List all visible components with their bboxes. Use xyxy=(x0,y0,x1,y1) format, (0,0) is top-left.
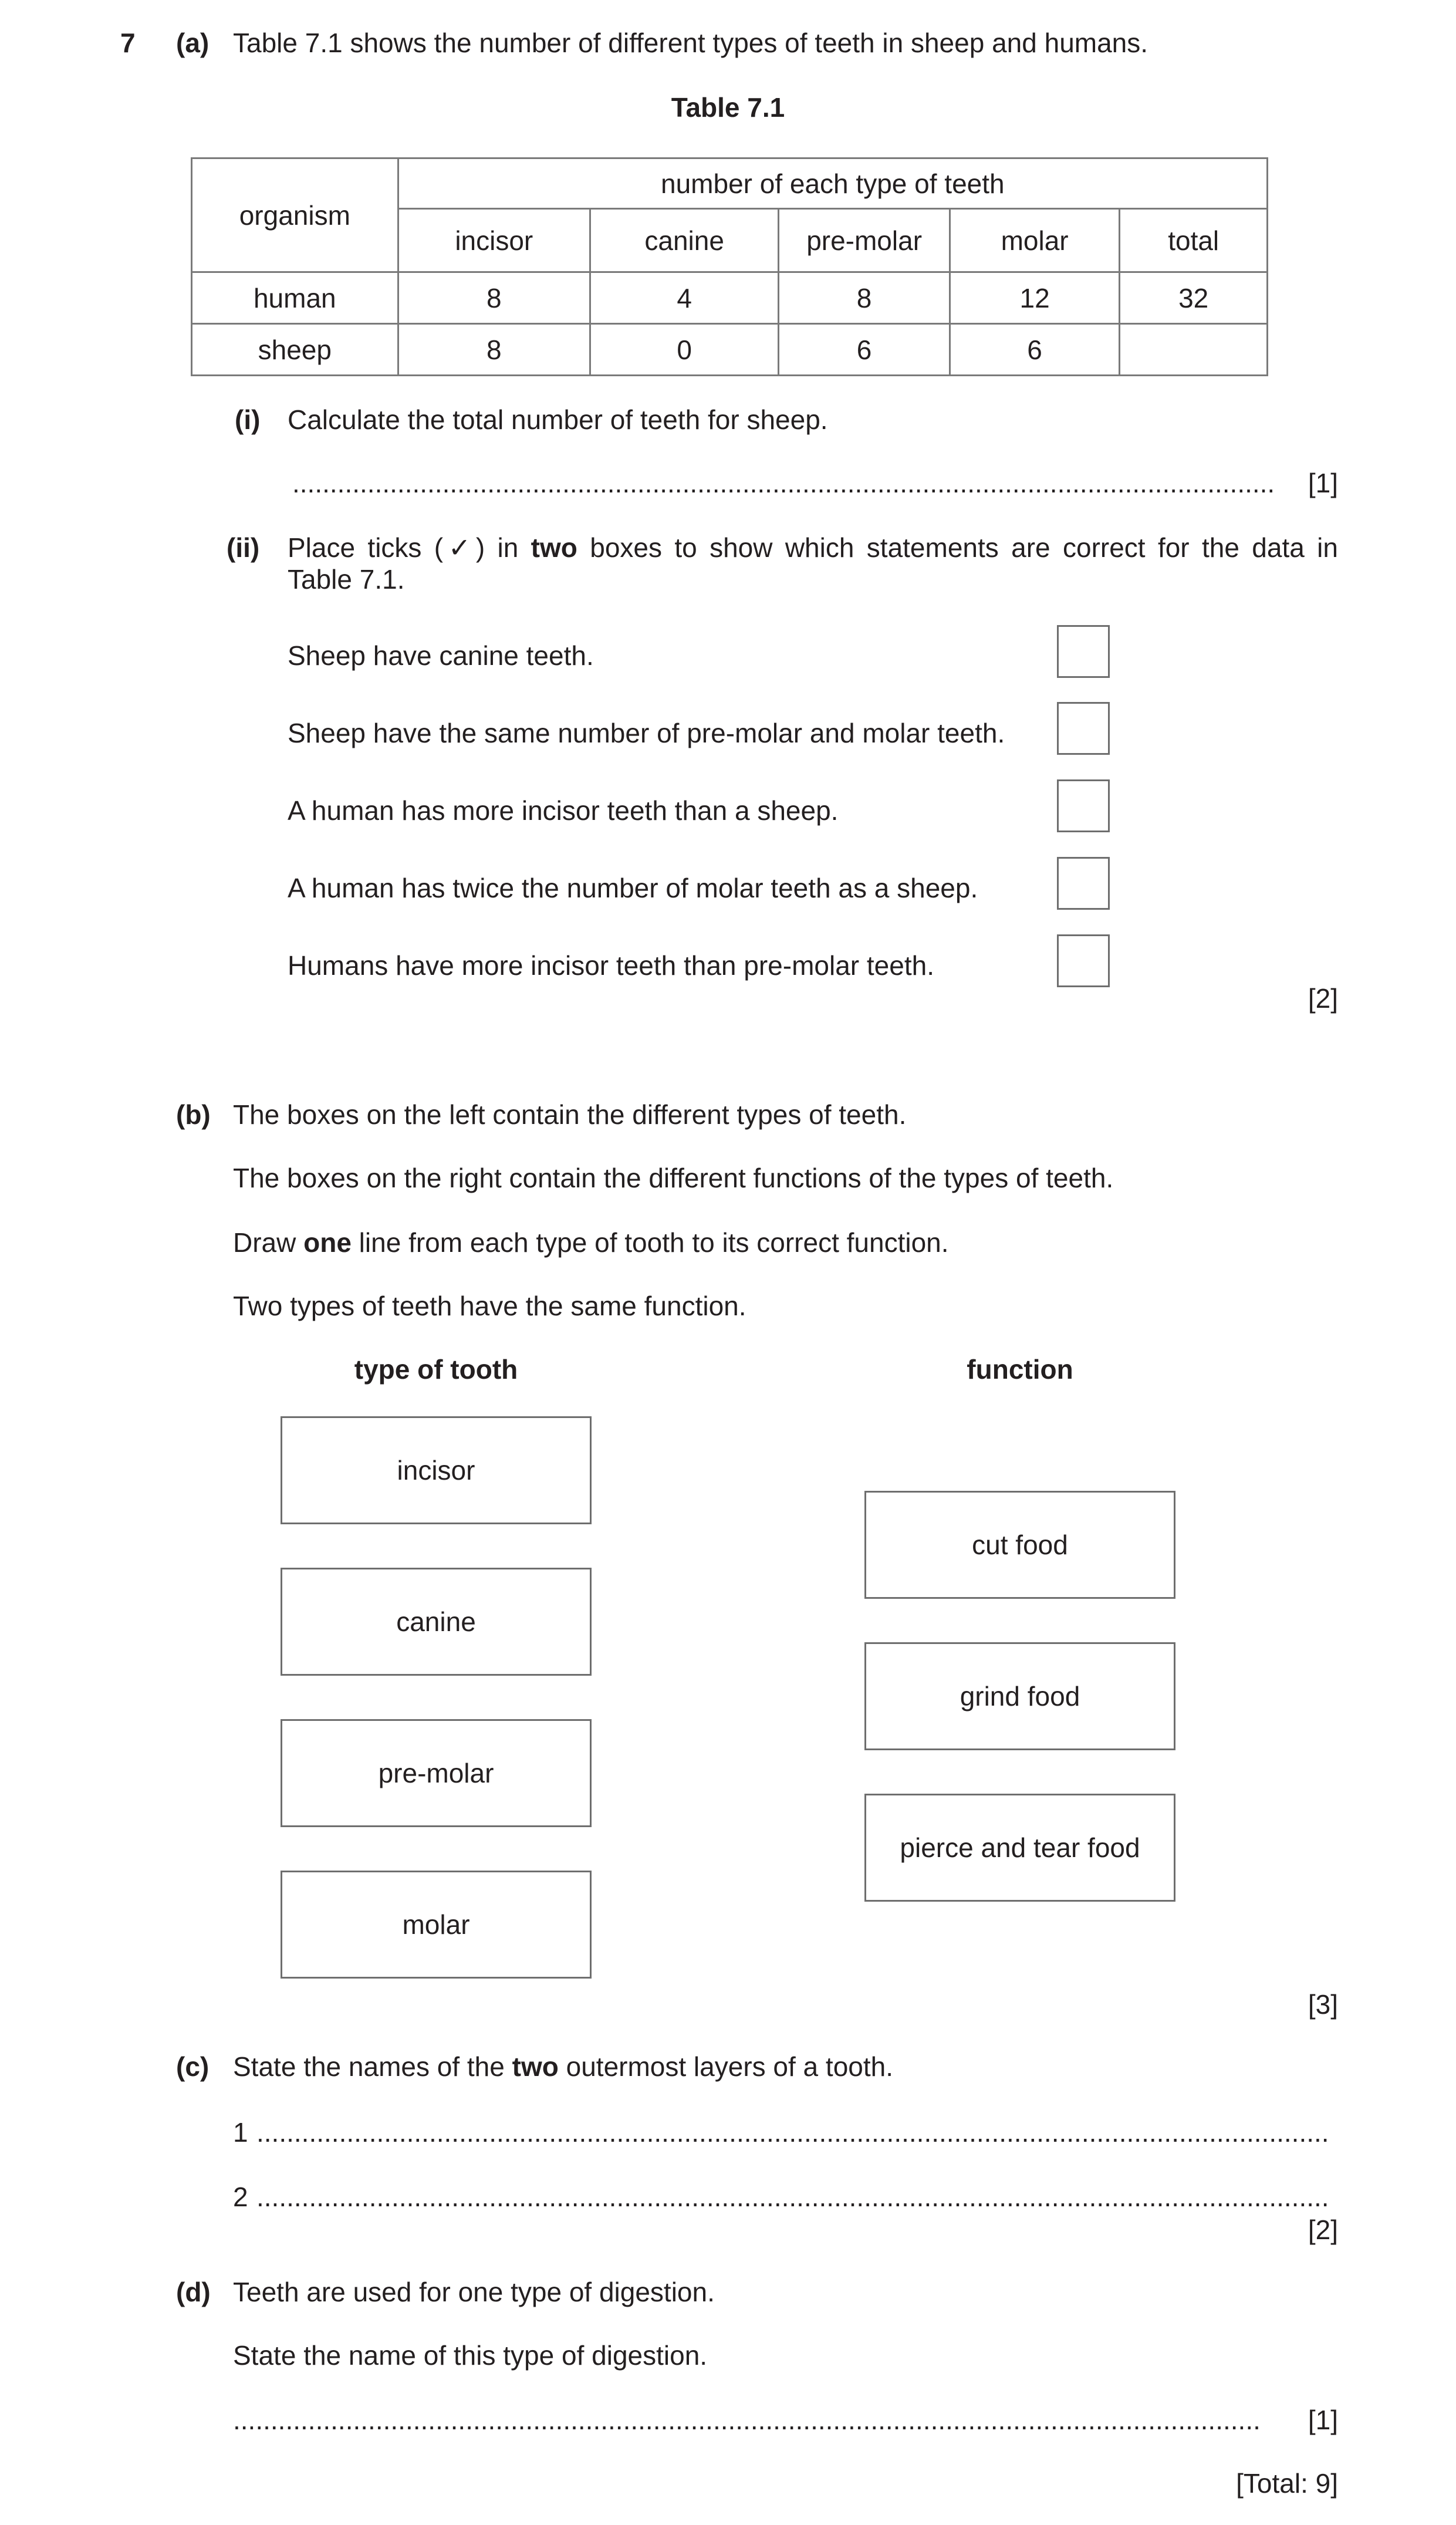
tick-box[interactable] xyxy=(1057,779,1110,832)
sub-ii-text-bold: two xyxy=(531,532,577,563)
part-a-label: (a) xyxy=(176,28,210,58)
tooth-box-label: canine xyxy=(396,1606,476,1637)
part-b-line4: Two types of teeth have the same function. xyxy=(233,1291,746,1321)
tick-box[interactable] xyxy=(1057,934,1110,987)
column-header: molar xyxy=(950,209,1120,272)
statement-text: A human has more incisor teeth than a sheep. xyxy=(288,795,839,826)
part-c-answer-line-2[interactable]: ............................................................................................................................................... xyxy=(256,2182,1329,2212)
part-c-text-after: outermost layers of a tooth. xyxy=(558,2051,894,2082)
table-cell: 32 xyxy=(1120,272,1268,324)
part-c-marks: [2] xyxy=(1308,2215,1338,2245)
tick-box[interactable] xyxy=(1057,702,1110,755)
table-cell: 8 xyxy=(398,324,590,376)
part-d-marks: [1] xyxy=(1308,2405,1338,2435)
function-box-grind-food[interactable] xyxy=(864,1642,1175,1750)
function-box-label: grind food xyxy=(960,1681,1080,1712)
function-box-cut-food[interactable] xyxy=(864,1491,1175,1599)
part-d-line2: State the name of this type of digestion. xyxy=(233,2340,708,2371)
table-cell: sheep xyxy=(192,324,398,376)
part-b-line1: The boxes on the left contain the different types of teeth. xyxy=(233,1099,907,1130)
sub-ii-label: (ii) xyxy=(227,532,260,563)
table-cell: 6 xyxy=(950,324,1120,376)
part-b-marks: [3] xyxy=(1308,1989,1338,2020)
tooth-box-canine[interactable] xyxy=(281,1568,592,1676)
tooth-box-label: pre-molar xyxy=(378,1758,494,1788)
statement-text: Sheep have canine teeth. xyxy=(288,640,594,671)
part-d-label: (d) xyxy=(176,2277,211,2307)
part-a-intro: Table 7.1 shows the number of different types of teeth in sheep and humans. xyxy=(233,28,1148,58)
part-c-text-bold: two xyxy=(512,2051,559,2082)
type-of-tooth-heading: type of tooth xyxy=(354,1354,518,1385)
part-c-answer-line-1[interactable]: ............................................................................................................................................... xyxy=(256,2117,1329,2148)
part-b-line3-bold: one xyxy=(303,1227,352,1258)
column-header: pre-molar xyxy=(779,209,950,272)
table-cell: 8 xyxy=(779,272,950,324)
total-marks: [Total: 9] xyxy=(1236,2468,1338,2499)
table-row xyxy=(192,272,1268,324)
tooth-box-incisor[interactable] xyxy=(281,1416,592,1524)
teeth-table xyxy=(191,157,1268,376)
table-row xyxy=(192,324,1268,376)
function-box-label: pierce and tear food xyxy=(900,1832,1140,1863)
part-b-line2: The boxes on the right contain the different functions of the types of teeth. xyxy=(233,1163,1114,1193)
table-cell: 4 xyxy=(590,272,778,324)
part-c-text-before: State the names of the xyxy=(233,2051,512,2082)
table-cell: human xyxy=(192,272,398,324)
part-c-text xyxy=(233,2051,893,2082)
table-cell: 12 xyxy=(950,272,1120,324)
part-b-line3-before: Draw xyxy=(233,1227,304,1258)
sub-ii-text-before: Place ticks (✓) in xyxy=(288,532,531,563)
function-box-label: cut food xyxy=(972,1530,1068,1560)
column-header: incisor xyxy=(398,209,590,272)
column-header: total xyxy=(1120,209,1268,272)
sub-i-text: Calculate the total number of teeth for sheep. xyxy=(288,404,828,435)
table-cell: 6 xyxy=(779,324,950,376)
tick-box[interactable] xyxy=(1057,625,1110,678)
table-cell: 0 xyxy=(590,324,778,376)
sub-ii-text-after: boxes to show which statements are correct for the data in xyxy=(577,532,1338,563)
statement-text: Sheep have the same number of pre-molar and molar teeth. xyxy=(288,718,1005,748)
part-c-line1-number: 1 xyxy=(233,2117,248,2148)
tick-box[interactable] xyxy=(1057,857,1110,910)
part-c-label: (c) xyxy=(176,2051,210,2082)
sub-ii-instruction xyxy=(288,532,1338,563)
sheep-total-cell[interactable] xyxy=(1120,324,1268,376)
table-title: Table 7.1 xyxy=(671,92,785,123)
part-d-line1: Teeth are used for one type of digestion. xyxy=(233,2277,715,2307)
part-b-line3 xyxy=(233,1227,949,1258)
group-header: number of each type of teeth xyxy=(398,158,1267,209)
function-heading: function xyxy=(967,1354,1073,1385)
sub-i-answer-line[interactable]: ................................................................................................................................... xyxy=(292,468,1275,498)
tooth-box-label: incisor xyxy=(397,1455,475,1486)
sub-ii-marks: [2] xyxy=(1308,983,1338,1014)
organism-header: organism xyxy=(192,158,398,272)
part-b-line3-after: line from each type of tooth to its correct function. xyxy=(351,1227,949,1258)
tooth-box-molar[interactable] xyxy=(281,1871,592,1979)
sub-ii-text-line2: Table 7.1. xyxy=(288,564,405,595)
question-number: 7 xyxy=(120,28,136,58)
tooth-box-label: molar xyxy=(402,1909,470,1940)
part-c-line2-number: 2 xyxy=(233,2182,248,2212)
part-d-answer-line[interactable]: ......................................................................................................................................... xyxy=(233,2405,1261,2435)
part-b-label: (b) xyxy=(176,1099,211,1130)
statement-text: A human has twice the number of molar teeth as a sheep. xyxy=(288,873,978,903)
function-box-pierce-and-tear-food[interactable] xyxy=(864,1794,1175,1902)
statement-text: Humans have more incisor teeth than pre-molar teeth. xyxy=(288,950,934,981)
sub-i-label: (i) xyxy=(235,404,261,435)
column-header: canine xyxy=(590,209,778,272)
tooth-box-pre-molar[interactable] xyxy=(281,1719,592,1827)
sub-i-marks: [1] xyxy=(1308,468,1338,498)
table-cell: 8 xyxy=(398,272,590,324)
